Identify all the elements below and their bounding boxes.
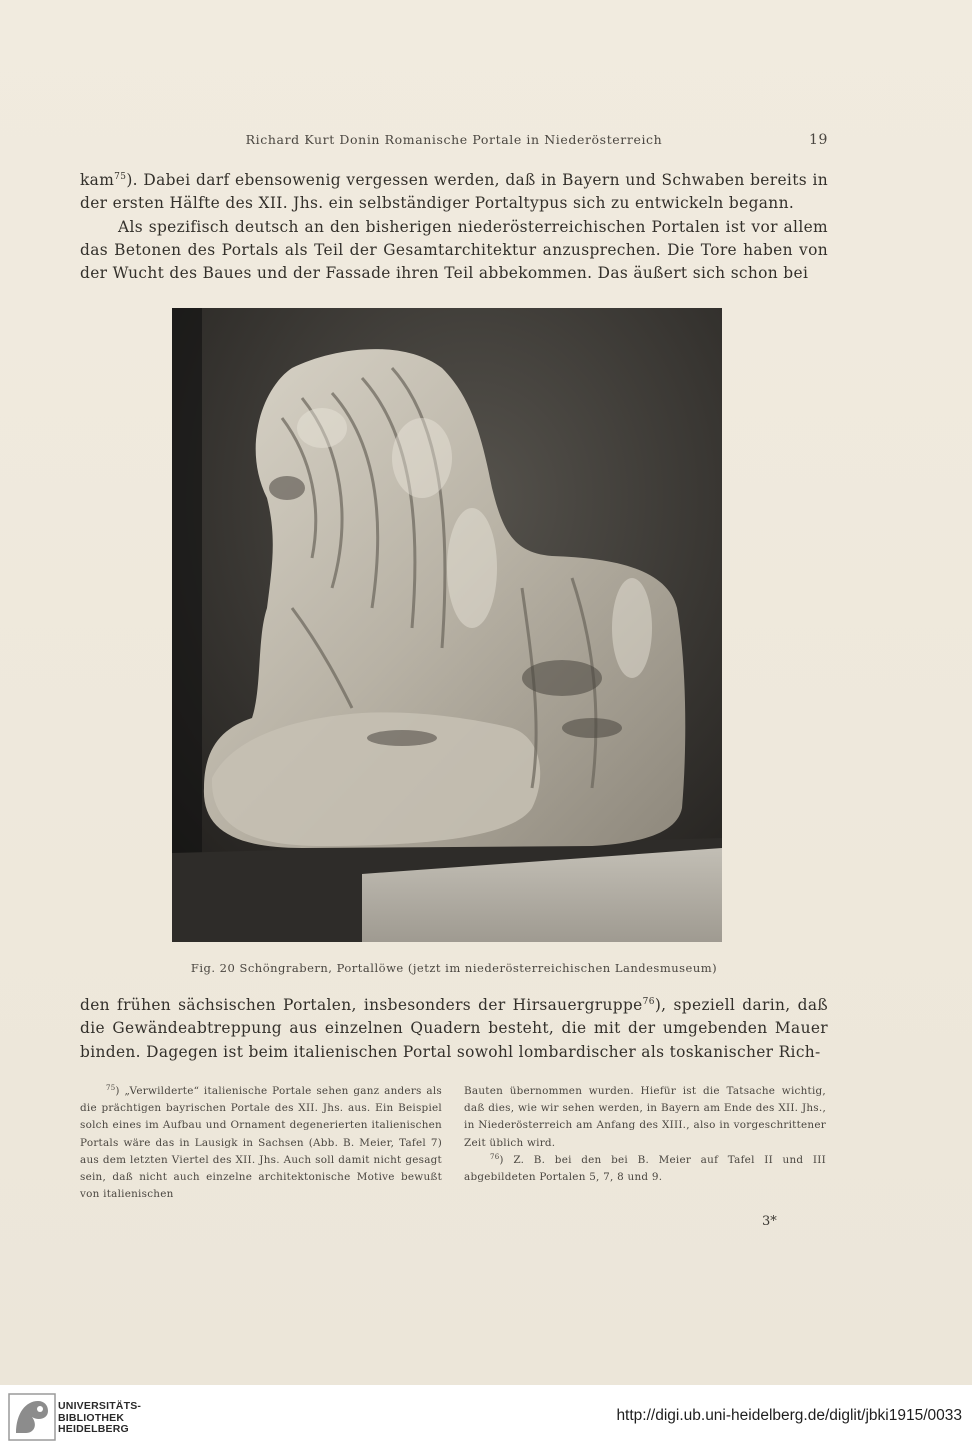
body-text-top bbox=[80, 169, 828, 285]
footnote-76-marker: 76 bbox=[490, 1152, 500, 1161]
footnotes bbox=[80, 1083, 828, 1213]
figure-lion-photo bbox=[172, 308, 722, 942]
permalink-url[interactable]: http://digi.ub.uni-heidelberg.de/diglit/jbki1915/0033 bbox=[616, 1407, 962, 1424]
library-name bbox=[58, 1401, 141, 1436]
paragraph-1-start: kam bbox=[80, 171, 115, 189]
figure-caption: Fig. 20 Schöngrabern, Portallöwe (jetzt im niederösterreichischen Landesmuseum) bbox=[190, 961, 718, 975]
footnote-75-text: ) „Verwilderte“ italienische Portale sehen ganz anders als die prächtigen bayrischen Portale des XII. Jhs. aus. Ein Beispiel solch eines im Aufbau und Ornament degenerierten italienischen Portals wäre das in Lausigk in Sachsen (Abb. B. Meier, Tafel 7) aus dem letzten Viertel des XII. Jhs. Auch soll damit nicht gesagt sein, daß nicht auch einzelne architektonische Motive bewußt von italienischen bbox=[80, 1085, 442, 1201]
footnotes-right-column bbox=[464, 1083, 826, 1186]
footnote-76-text: ) Z. B. bei den bei B. Meier auf Tafel II und III abgebildeten Portalen 5, 7, 8 und 9. bbox=[464, 1153, 826, 1184]
footnote-ref-76[interactable]: 76 bbox=[642, 997, 655, 1007]
footnotes-left-column bbox=[80, 1083, 442, 1203]
library-footer bbox=[0, 1385, 972, 1456]
university-library-logo-icon[interactable] bbox=[8, 1393, 56, 1441]
page-number: 19 bbox=[808, 132, 828, 148]
paragraph-2: Als spezifisch deutsch an den bisherigen niederösterreichischen Portalen ist vor allem das Betonen des Portals als Teil der Gesamtarchitektur anzusprechen. Die Tore haben von der Wucht des Baues und der Fassade ihren Teil abbekommen. Das äußert sich schon bei bbox=[80, 217, 828, 283]
paragraph-3 bbox=[80, 994, 828, 1064]
footnote-75-marker: 75 bbox=[106, 1084, 116, 1092]
footnote-76 bbox=[464, 1152, 826, 1186]
paragraph-1-rest: ). Dabei darf ebensowenig vergessen werden, daß in Bayern und Schwaben bereits in der ersten Hälfte des XII. Jhs. ein selbständiger Portaltypus sich zu entwickeln begann. bbox=[80, 171, 828, 213]
signature-mark: 3* bbox=[762, 1214, 777, 1229]
footnote-ref-75[interactable]: 75 bbox=[114, 172, 127, 182]
library-name-line-1: UNIVERSITÄTS- bbox=[58, 1400, 142, 1412]
paragraph-3-rest: ), speziell darin, daß die Gewändeabtreppung aus einzelnen Quadern besteht, die mit der umgebenden Mauer binden. Dagegen ist beim italienischen Portal sowohl lombardischer als toskanischer Rich- bbox=[80, 996, 828, 1061]
lion-sculpture-image bbox=[172, 308, 722, 942]
paragraph-3-start: den frühen sächsischen Portalen, insbesonders der Hirsauergruppe bbox=[80, 996, 643, 1014]
library-name-line-2: BIBLIOTHEK bbox=[58, 1411, 125, 1424]
library-name-line-3: HEIDELBERG bbox=[58, 1423, 129, 1435]
body-text-bottom bbox=[80, 994, 828, 1064]
footnote-75 bbox=[80, 1083, 442, 1203]
running-title: Richard Kurt Donin Romanische Portale in Niederösterreich bbox=[245, 132, 663, 147]
footnote-75-continued: Bauten übernommen wurden. Hiefür ist die Tatsache wichtig, daß dies, wie wir sehen werden, in Bayern am Ende des XII. Jhs., in Niederösterreich am Anfang des XIII., also in vorgeschrittener Zeit üblich wird. bbox=[464, 1085, 826, 1149]
running-header bbox=[80, 132, 828, 152]
paragraph-1 bbox=[80, 169, 828, 216]
